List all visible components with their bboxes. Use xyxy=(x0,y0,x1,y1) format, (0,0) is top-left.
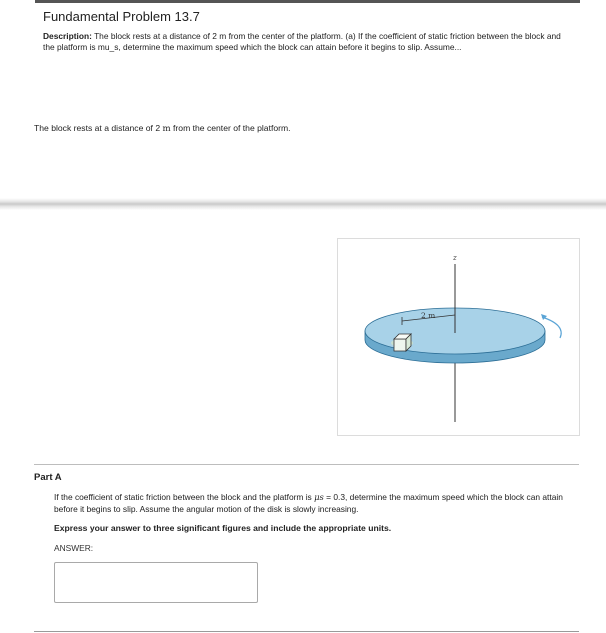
answer-instruction: Express your answer to three significant figures and include the appropriate units. xyxy=(54,523,392,533)
z-axis-label: z xyxy=(453,254,457,262)
bottom-rule xyxy=(34,631,579,632)
platform-diagram xyxy=(338,239,579,435)
question-text-before: If the coefficient of static friction between the block and the platform is xyxy=(54,492,315,502)
problem-description xyxy=(43,31,573,53)
caption-text-after: from the center of the platform. xyxy=(170,123,291,133)
part-a-label: Part A xyxy=(34,472,62,483)
caption-unit: m xyxy=(162,124,171,134)
caption-text-before: The block rests at a distance of 2 xyxy=(34,123,163,133)
distance-label: 2 m xyxy=(421,311,436,320)
block xyxy=(394,334,411,351)
platform-figure xyxy=(337,238,580,436)
question-text-after: = 0.3, determine the maximum speed which the block can attain before it begins to slip. Assume the angular motion of the disk is slowly increasing. xyxy=(54,492,563,514)
answer-input[interactable] xyxy=(54,562,258,603)
section-divider xyxy=(0,198,606,210)
part-a-question xyxy=(54,491,584,515)
description-label: Description: xyxy=(43,31,92,41)
answer-label: ANSWER: xyxy=(54,543,94,553)
part-a-rule xyxy=(34,464,579,465)
description-text: The block rests at a distance of 2 m from the center of the platform. (a) If the coefficient of static friction between the block and the platform is mu_s, determine the maximum speed which the block can attain before it begins to slip. Assume... xyxy=(43,31,561,52)
mu-symbol: μs xyxy=(314,492,324,502)
problem-title: Fundamental Problem 13.7 xyxy=(43,9,200,24)
figure-caption xyxy=(34,123,291,134)
top-border xyxy=(35,0,580,3)
